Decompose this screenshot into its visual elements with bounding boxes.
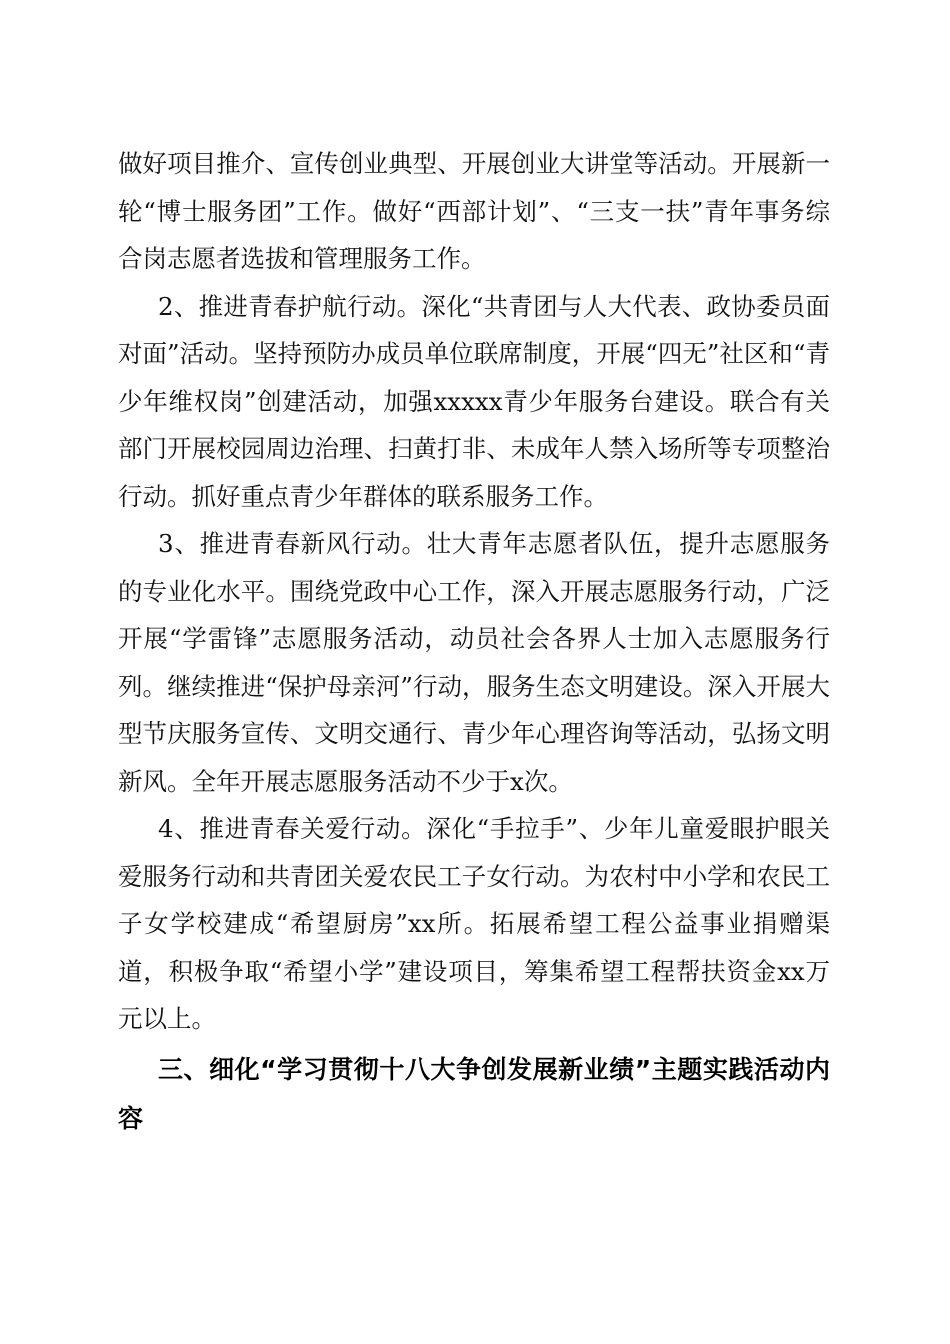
paragraph-youth-protection: 2、推进青春护航行动。深化“共青团与人大代表、政协委员面对面”活动。坚持预防办成员单位联席制度，开展“四无”社区和“青少年维权岗”创建活动，加强xxxxx青少年服务台建设。联合有关部门开展校园周边治理、扫黄打非、未成年人禁入场所等专项整治行动。抓好重点青少年群体的联系服务工作。: [118, 291, 830, 511]
document-body: [118, 140, 830, 1143]
paragraph-continuation: 做好项目推介、宣传创业典型、开展创业大讲堂等活动。开展新一轮“博士服务团”工作。做好“西部计划”、“三支一扶”青年事务综合岗志愿者选拔和管理服务工作。: [118, 149, 830, 273]
paragraph-youth-new-trend: 3、推进青春新风行动。壮大青年志愿者队伍，提升志愿服务的专业化水平。围绕党政中心工作，深入开展志愿服务行动，广泛开展“学雷锋”志愿服务活动，动员社会各界人士加入志愿服务行列。继续推进“保护母亲河”行动，服务生态文明建设。深入开展大型节庆服务宣传、文明交通行、青少年心理咨询等活动，弘扬文明新风。全年开展志愿服务活动不少于x次。: [118, 529, 830, 796]
paragraph-youth-care: 4、推进青春关爱行动。深化“手拉手”、少年儿童爱眼护眼关爱服务行动和共青团关爱农民工子女行动。为农村中小学和农民工子女学校建成“希望厨房”xx所。拓展希望工程公益事业捐赠渠道，积极争取“希望小学”建设项目，筹集希望工程帮扶资金xx万元以上。: [118, 814, 830, 1033]
section-heading: 三、细化“学习贯彻十八大争创发展新业绩”主题实践活动内容: [118, 1054, 830, 1133]
